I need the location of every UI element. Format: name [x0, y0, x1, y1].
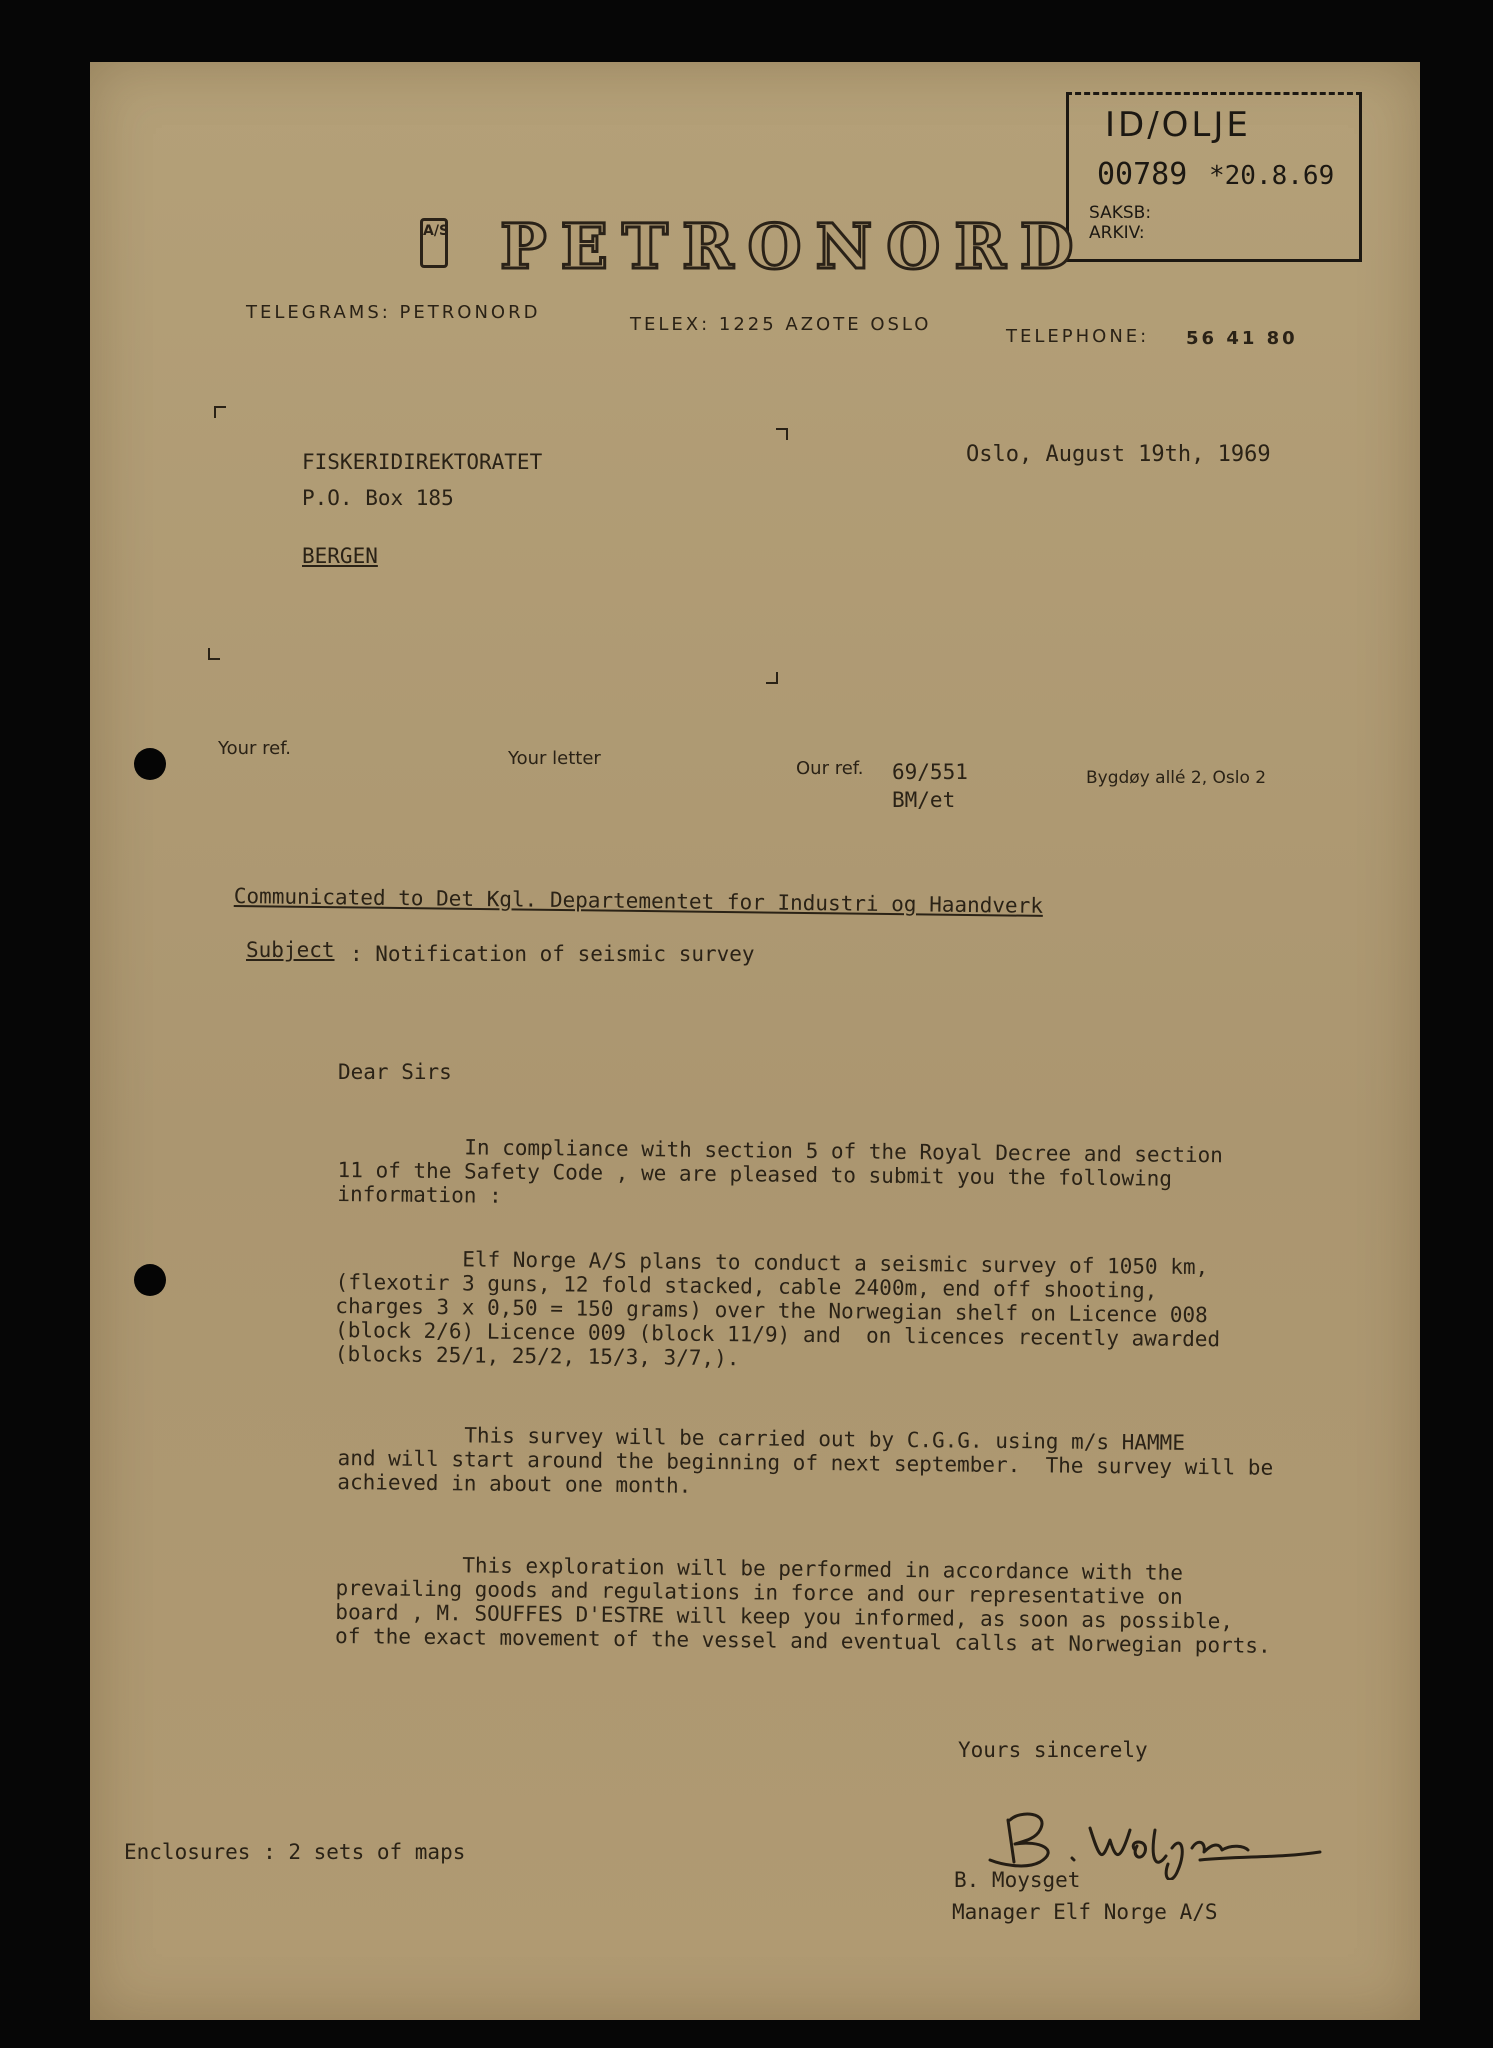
- our-ref-initials: BM/et: [892, 788, 956, 812]
- your-letter-label: Your letter: [508, 748, 601, 769]
- telex-line: TELEX: 1225 AZOTE OSLO: [630, 314, 932, 335]
- signer-name: B. Moysget: [954, 1868, 1081, 1892]
- stamp-number: 00789: [1097, 157, 1188, 192]
- stamp-date: *20.8.69: [1209, 161, 1335, 191]
- punch-hole: [134, 748, 166, 780]
- stamp-saksb-label: SAKSB:: [1089, 203, 1152, 223]
- salutation: Dear Sirs: [338, 1060, 452, 1084]
- our-ref-number: 69/551: [892, 760, 968, 784]
- sender-address: Bygdøy allé 2, Oslo 2: [1086, 768, 1267, 788]
- telephone-label: TELEPHONE:: [1006, 326, 1150, 347]
- telephone-number: 56 41 80: [1186, 328, 1298, 349]
- address-corner-mark: [208, 648, 220, 660]
- subject-text: : Notification of seismic survey: [350, 942, 755, 966]
- telegrams-line: TELEGRAMS: PETRONORD: [246, 302, 541, 323]
- body-paragraph: This survey will be carried out by C.G.G. using m/s HAMME and will start around the beginning of next september. The survey will be achieved in about one month.: [337, 1422, 1274, 1498]
- signer-title: Manager Elf Norge A/S: [952, 1900, 1218, 1924]
- date-line: Oslo, August 19th, 1969: [966, 442, 1271, 467]
- recipient-box: P.O. Box 185: [302, 486, 454, 510]
- address-corner-mark: [766, 672, 778, 684]
- closing: Yours sincerely: [958, 1738, 1148, 1762]
- company-logo: PETRONORD: [500, 210, 1088, 283]
- archive-stamp: [1066, 92, 1362, 262]
- your-ref-label: Your ref.: [218, 738, 291, 759]
- body-paragraph: Elf Norge A/S plans to conduct a seismic survey of 1050 km, (flexotir 3 guns, 12 fold stacked, cable 2400m, end off shooting, charges 3 x 0,50 = 150 grams) over the Norwegian shelf on Licence 008 (block 2/6) Licence 009 (block 11/9) and on licences recently awarded (blocks 25/1, 25/2, 15/3, 3/7,).: [334, 1246, 1221, 1371]
- stamp-title: ID/OLJE: [1105, 105, 1251, 145]
- communicated-line: Communicated to Det Kgl. Departementet for Industri og Haandverk: [233, 884, 1044, 918]
- punch-hole: [134, 1264, 166, 1296]
- recipient-name: FISKERIDIREKTORATET: [302, 450, 543, 474]
- subject-label: Subject: [246, 938, 335, 962]
- letter-page: [90, 62, 1420, 2020]
- body-paragraph: This exploration will be performed in accordance with the prevailing goods and regulations in force and our representative on board , M. SOUFFES D'ESTRE will keep you informed, as soon as possible, of the exact movement of the vessel and eventual calls at Norwegian ports.: [334, 1552, 1271, 1658]
- address-corner-mark: [776, 428, 788, 440]
- company-logo-mark: A/S: [420, 218, 448, 268]
- body-paragraph: In compliance with section 5 of the Royal Decree and section 11 of the Safety Code , we are pleased to submit you the following information :: [337, 1134, 1223, 1208]
- our-ref-label: Our ref.: [796, 758, 864, 779]
- recipient-city: BERGEN: [302, 544, 378, 568]
- address-corner-mark: [214, 406, 226, 418]
- stamp-arkiv-label: ARKIV:: [1089, 223, 1145, 243]
- enclosures-line: Enclosures : 2 sets of maps: [124, 1840, 466, 1864]
